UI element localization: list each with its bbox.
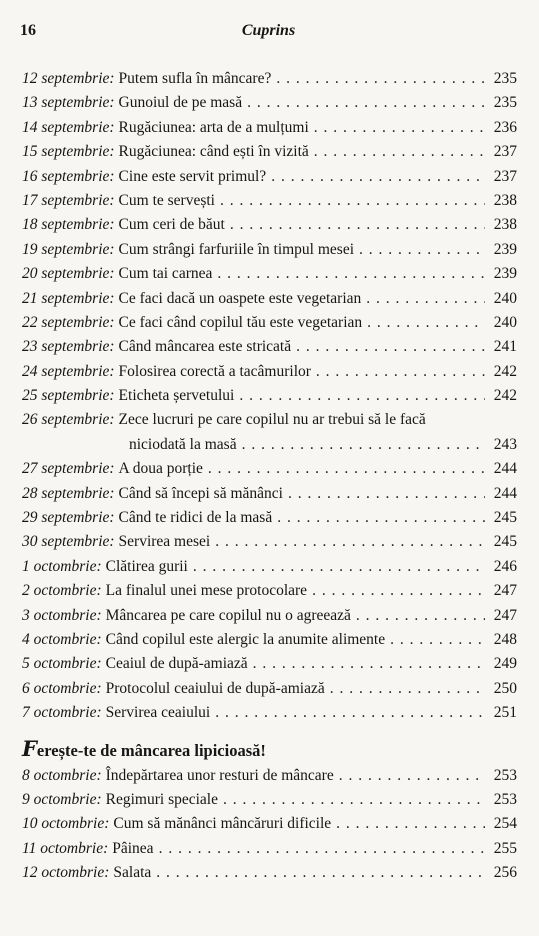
toc-entry-date: 11 octombrie: bbox=[22, 839, 109, 857]
section-heading bbox=[22, 734, 517, 764]
toc-group-september-a bbox=[22, 67, 517, 408]
toc-entry bbox=[22, 213, 517, 237]
toc-entry bbox=[22, 482, 517, 506]
toc-entry-date: 12 septembrie: bbox=[22, 70, 115, 87]
toc-entry-date: 23 septembrie: bbox=[22, 338, 115, 356]
toc-entry bbox=[22, 652, 517, 676]
section-heading-text: erește-te de mâncarea lipicioasă! bbox=[36, 740, 266, 760]
toc-entry-date: 19 septembrie: bbox=[22, 240, 115, 258]
page-header bbox=[20, 22, 517, 42]
toc-entry-page: 243 bbox=[493, 435, 517, 453]
toc-entry bbox=[22, 311, 517, 335]
leader-dots bbox=[330, 677, 485, 701]
toc-entry-date: 3 octombrie: bbox=[22, 606, 102, 624]
toc-entry bbox=[22, 165, 517, 189]
toc-entry-title: Gunoiul de pe masă bbox=[118, 94, 243, 112]
toc-entry-date: 5 octombrie: bbox=[22, 655, 102, 673]
toc-entry bbox=[22, 764, 517, 788]
toc-entry bbox=[22, 360, 517, 384]
leader-dots bbox=[339, 764, 485, 788]
toc-entry-page: 237 bbox=[493, 167, 517, 185]
toc-entry-page: 251 bbox=[493, 704, 517, 722]
toc-entry-date: 1 octombrie: bbox=[22, 557, 102, 575]
toc-entry-title: Ceaiul de după-amiază bbox=[105, 655, 248, 673]
toc-entry-page: 241 bbox=[493, 338, 517, 356]
toc-entry-page: 240 bbox=[493, 313, 517, 331]
leader-dots bbox=[336, 812, 485, 836]
toc-entry-title: La finalul unei mese protocolare bbox=[105, 582, 308, 600]
running-title: Cuprins bbox=[241, 22, 296, 39]
toc-entry bbox=[22, 555, 517, 579]
toc-entry-title: Îndepărtarea unor resturi de mâncare bbox=[105, 766, 334, 784]
toc-entry-date: 27 septembrie: bbox=[22, 460, 115, 478]
leader-dots bbox=[239, 384, 485, 408]
toc-entry-page: 256 bbox=[493, 864, 517, 882]
toc-entry-page: 238 bbox=[493, 216, 517, 234]
toc-entry bbox=[22, 861, 517, 885]
toc-entry-title: Folosirea corectă a tacâmurilor bbox=[118, 362, 311, 380]
toc-entry bbox=[22, 140, 517, 164]
toc-entry bbox=[22, 628, 517, 652]
toc-entry-page: 254 bbox=[493, 815, 517, 833]
toc-entry-title: Rugăciunea: arta de a mulțumi bbox=[118, 118, 309, 136]
toc-entry-title: Regimuri speciale bbox=[105, 790, 218, 808]
leader-dots bbox=[247, 91, 485, 115]
toc-entry bbox=[22, 116, 517, 140]
leader-dots bbox=[312, 579, 485, 603]
toc-entry-page: 240 bbox=[493, 289, 517, 307]
toc-entry-title: Când să începi să mănânci bbox=[118, 484, 283, 502]
leader-dots bbox=[314, 140, 485, 164]
toc-entry-page: 235 bbox=[493, 94, 517, 112]
toc-entry-page: 238 bbox=[493, 191, 517, 209]
toc-entry-date: 6 octombrie: bbox=[22, 679, 102, 697]
toc-entry-title: Când copilul este alergic la anumite alimente bbox=[105, 630, 386, 648]
toc-entry-title: Cum ceri de băut bbox=[118, 216, 225, 234]
toc-entry bbox=[22, 408, 517, 432]
toc-entry-date: 7 octombrie: bbox=[22, 704, 102, 722]
toc-entry-page: 253 bbox=[493, 790, 517, 808]
leader-dots bbox=[208, 457, 485, 481]
toc-entry bbox=[22, 287, 517, 311]
leader-dots bbox=[296, 335, 485, 359]
toc-entry-title: Cum să mănânci mâncăruri dificile bbox=[113, 815, 332, 833]
toc-entry-date: 21 septembrie: bbox=[22, 289, 115, 307]
toc-entry-page: 245 bbox=[493, 509, 517, 527]
toc-entry bbox=[22, 262, 517, 286]
toc-entry-title: Pâinea bbox=[112, 839, 154, 857]
toc-entry-page: 245 bbox=[493, 533, 517, 551]
leader-dots bbox=[271, 165, 485, 189]
toc-entry-page: 255 bbox=[493, 839, 517, 857]
leader-dots bbox=[217, 262, 485, 286]
leader-dots bbox=[230, 213, 485, 237]
toc-entry-title: Eticheta șervetului bbox=[118, 387, 235, 405]
toc-entry-title-continued: niciodată la masă bbox=[129, 435, 237, 453]
toc-entry-title: Servirea ceaiului bbox=[105, 704, 211, 722]
leader-dots bbox=[159, 837, 485, 861]
toc-entry-title: Cum strângi farfuriile în timpul mesei bbox=[118, 240, 355, 258]
toc-entry-date: 13 septembrie: bbox=[22, 94, 115, 112]
toc-entry-title: Când mâncarea este stricată bbox=[118, 338, 292, 356]
toc-entry bbox=[22, 701, 517, 725]
leader-dots bbox=[288, 482, 485, 506]
toc-entry bbox=[22, 335, 517, 359]
leader-dots bbox=[314, 116, 485, 140]
toc-entry-title: Salata bbox=[113, 864, 152, 882]
leader-dots bbox=[253, 652, 485, 676]
toc-entry-page: 242 bbox=[493, 387, 517, 405]
leader-dots bbox=[242, 433, 485, 457]
leader-dots bbox=[359, 238, 485, 262]
toc-entry bbox=[22, 506, 517, 530]
toc-entry-date: 9 octombrie: bbox=[22, 790, 102, 808]
toc-entry-title: Mâncarea pe care copilul nu o agreează bbox=[105, 606, 351, 624]
toc-entry-date: 17 septembrie: bbox=[22, 191, 115, 209]
leader-dots bbox=[366, 287, 485, 311]
toc-entry-date: 2 octombrie: bbox=[22, 582, 102, 600]
toc-entry bbox=[22, 788, 517, 812]
toc-entry-continuation bbox=[22, 433, 517, 457]
toc-entry bbox=[22, 238, 517, 262]
toc-entry-date: 30 septembrie: bbox=[22, 533, 115, 551]
toc-entry-page: 236 bbox=[493, 118, 517, 136]
toc-entry-title: Protocolul ceaiului de după-amiază bbox=[105, 679, 325, 697]
toc-entry bbox=[22, 189, 517, 213]
toc-entry-date: 22 septembrie: bbox=[22, 313, 115, 331]
toc-entry-page: 249 bbox=[493, 655, 517, 673]
leader-dots bbox=[215, 701, 485, 725]
toc-entry-page: 237 bbox=[493, 143, 517, 161]
leader-dots bbox=[220, 189, 485, 213]
section-heading-initial: F bbox=[22, 735, 37, 761]
toc-entry-date: 14 septembrie: bbox=[22, 118, 115, 136]
toc-entry-title: Servirea mesei bbox=[118, 533, 211, 551]
toc-entry-page: 239 bbox=[493, 265, 517, 283]
toc-entry-date: 29 septembrie: bbox=[22, 509, 115, 527]
toc-entry bbox=[22, 530, 517, 554]
toc-entry-page: 253 bbox=[493, 766, 517, 784]
toc-entry-title: Când te ridici de la masă bbox=[118, 509, 273, 527]
toc-entry-page: 247 bbox=[493, 582, 517, 600]
toc-entry-title: Cine este servit primul? bbox=[118, 167, 267, 185]
toc-entry bbox=[22, 91, 517, 115]
page-number: 16 bbox=[20, 22, 36, 39]
toc-entry bbox=[22, 812, 517, 836]
toc-entry-date: 16 septembrie: bbox=[22, 167, 115, 185]
toc-entry-title: A doua porție bbox=[118, 460, 203, 478]
toc-entry-date: 10 octombrie: bbox=[22, 815, 110, 833]
toc-entry bbox=[22, 579, 517, 603]
toc-entry-title: Rugăciunea: când ești în vizită bbox=[118, 143, 309, 161]
toc-entry bbox=[22, 604, 517, 628]
toc-entry-date: 4 octombrie: bbox=[22, 630, 102, 648]
toc-entry-date: 12 octombrie: bbox=[22, 864, 110, 882]
toc-entry-date: 26 septembrie: bbox=[22, 411, 115, 429]
toc-entry-page: 247 bbox=[493, 606, 517, 624]
toc-entry-date: 15 septembrie: bbox=[22, 143, 115, 161]
toc-entry-date: 18 septembrie: bbox=[22, 216, 115, 234]
toc-entry-title: Ce faci dacă un oaspete este vegetarian bbox=[118, 289, 362, 307]
table-of-contents bbox=[22, 67, 517, 886]
leader-dots bbox=[215, 530, 485, 554]
toc-entry-page: 242 bbox=[493, 362, 517, 380]
leader-dots bbox=[367, 311, 485, 335]
leader-dots bbox=[156, 861, 485, 885]
toc-entry-page: 250 bbox=[493, 679, 517, 697]
leader-dots bbox=[316, 360, 485, 384]
leader-dots bbox=[390, 628, 485, 652]
toc-group-september-october bbox=[22, 457, 517, 725]
toc-entry bbox=[22, 384, 517, 408]
toc-entry-title: Putem sufla în mâncare? bbox=[118, 70, 272, 87]
toc-entry-page: 235 bbox=[493, 70, 517, 87]
toc-group-october bbox=[22, 764, 517, 886]
toc-entry-title: Cum tai carnea bbox=[118, 265, 213, 283]
toc-entry-page: 244 bbox=[493, 460, 517, 478]
toc-entry bbox=[22, 457, 517, 481]
toc-entry-date: 20 septembrie: bbox=[22, 265, 115, 283]
toc-entry bbox=[22, 677, 517, 701]
toc-entry-date: 8 octombrie: bbox=[22, 766, 102, 784]
toc-entry-page: 244 bbox=[493, 484, 517, 502]
leader-dots bbox=[223, 788, 485, 812]
toc-entry-date: 24 septembrie: bbox=[22, 362, 115, 380]
leader-dots bbox=[276, 67, 485, 91]
toc-entry-page: 248 bbox=[493, 630, 517, 648]
toc-entry-title: Ce faci când copilul tău este vegetarian bbox=[118, 313, 363, 331]
toc-entry bbox=[22, 837, 517, 861]
leader-dots bbox=[277, 506, 485, 530]
toc-entry-title: Clătirea gurii bbox=[105, 557, 188, 575]
leader-dots bbox=[193, 555, 485, 579]
toc-entry-date: 28 septembrie: bbox=[22, 484, 115, 502]
toc-entry-title: Zece lucruri pe care copilul nu ar trebui să le facă bbox=[118, 411, 426, 429]
toc-entry-title: Cum te servești bbox=[118, 191, 215, 209]
toc-entry bbox=[22, 67, 517, 91]
toc-entry-date: 25 septembrie: bbox=[22, 387, 115, 405]
leader-dots bbox=[356, 604, 485, 628]
toc-entry-page: 239 bbox=[493, 240, 517, 258]
toc-entry-page: 246 bbox=[493, 557, 517, 575]
